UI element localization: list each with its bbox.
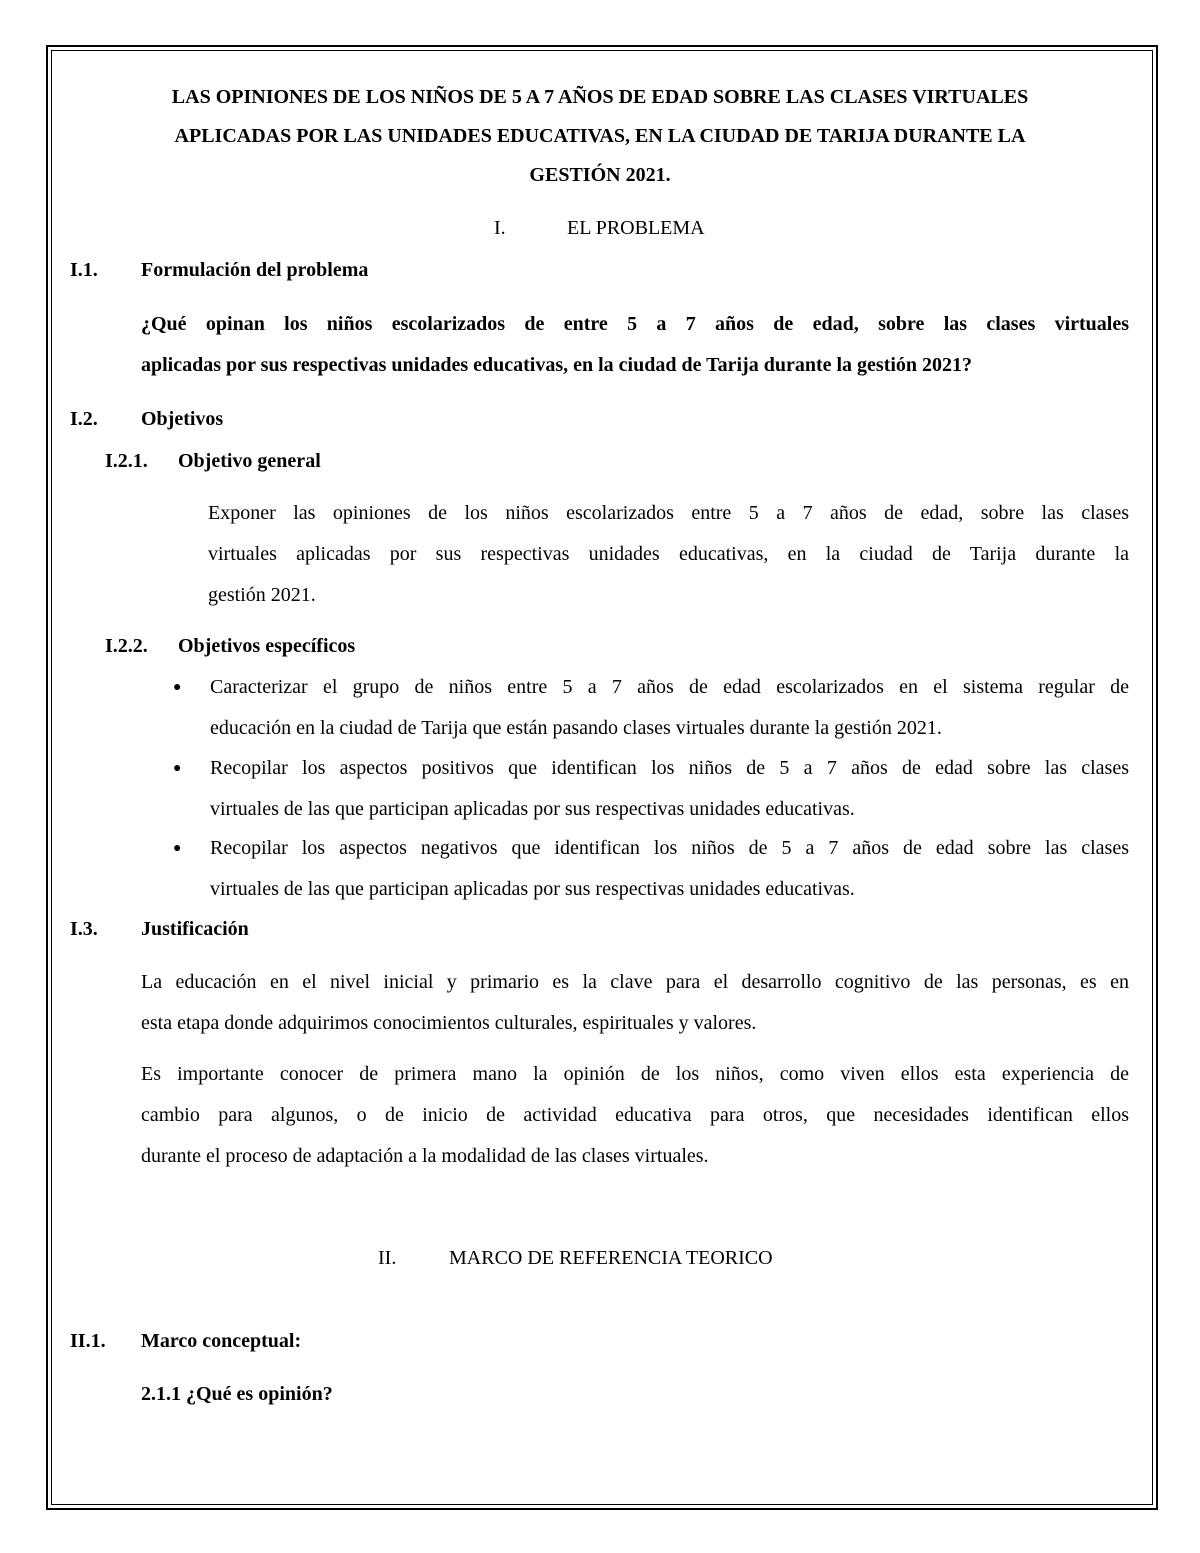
section-2-heading: MARCO DE REFERENCIA TEORICO [449,1247,773,1269]
subsection-1-2-heading: Objetivos [141,408,224,430]
justification-paragraph-2 [141,1054,1129,1177]
specific-objective-2-line-2: virtuales de las que participan aplicadas por sus respectivas unidades educativas. [210,798,855,820]
section-1-heading: EL PROBLEMA [567,217,705,239]
specific-objective-3-line-2: virtuales de las que participan aplicadas por sus respectivas unidades educativas. [210,878,855,900]
justification-paragraph-1 [141,962,1129,1044]
bullet-icon: ● [173,761,182,776]
specific-objective-1-line-2: educación en la ciudad de Tarija que están pasando clases virtuales durante la gestión 2021. [210,717,942,739]
subsection-1-2-1-heading: Objetivo general [178,450,321,472]
research-question-line-1: ¿Qué opinan los niños escolarizados de entre 5 a 7 años de edad, sobre las clases virtuales [141,313,1129,335]
specific-objective-2 [210,748,1129,830]
specific-objective-3 [210,828,1129,910]
justification-p1-line-1: La educación en el nivel inicial y primario es la clave para el desarrollo cognitivo de las personas, es en [141,971,1129,993]
title-line-2: APLICADAS POR LAS UNIDADES EDUCATIVAS, EN LA CIUDAD DE TARIJA DURANTE LA [174,125,1026,147]
general-objective-text [208,493,1129,616]
general-objective-line-3: gestión 2021. [208,584,316,606]
general-objective-line-2: virtuales aplicadas por sus respectivas unidades educativas, en la ciudad de Tarija durante la [208,543,1129,565]
general-objective-line-1: Exponer las opiniones de los niños escolarizados entre 5 a 7 años de edad, sobre las clases [208,502,1129,524]
title-line-3: GESTIÓN 2021. [529,164,671,186]
justification-p2-line-2: cambio para algunos, o de inicio de actividad educativa para otros, que necesidades identifican ellos [141,1104,1129,1126]
subsection-1-2-2-heading: Objetivos específicos [178,635,356,657]
justification-p2-line-3: durante el proceso de adaptación a la modalidad de las clases virtuales. [141,1145,709,1167]
specific-objective-2-line-1: Recopilar los aspectos positivos que identifican los niños de 5 a 7 años de edad sobre las clases [210,757,1129,779]
subsection-1-1-heading: Formulación del problema [141,259,369,281]
bullet-icon: ● [173,841,182,856]
subsection-1-2-1-number: I.2.1. [105,450,148,472]
bullet-icon: ● [173,680,182,695]
specific-objective-1-line-1: Caracterizar el grupo de niños entre 5 a 7 años de edad escolarizados en el sistema regular de [210,676,1129,698]
specific-objective-1 [210,667,1129,749]
document-title [90,78,1110,195]
subsection-1-3-heading: Justificación [141,918,249,940]
title-line-1: LAS OPINIONES DE LOS NIÑOS DE 5 A 7 AÑOS DE EDAD SOBRE LAS CLASES VIRTUALES [171,86,1029,108]
research-question-line-2: aplicadas por sus respectivas unidades educativas, en la ciudad de Tarija durante la gestión 2021? [141,354,973,376]
subsection-1-2-2-number: I.2.2. [105,635,148,657]
subsection-2-1-heading: Marco conceptual: [141,1330,302,1352]
subsection-1-2-number: I.2. [70,408,98,430]
justification-p1-line-2: esta etapa donde adquirimos conocimientos culturales, espirituales y valores. [141,1012,757,1034]
section-2-number: II. [378,1247,397,1269]
justification-p2-line-1: Es importante conocer de primera mano la opinión de los niños, como viven ellos esta experiencia de [141,1063,1129,1085]
subsection-1-1-number: I.1. [70,259,98,281]
section-1-number: I. [494,217,506,239]
subsection-2-1-number: II.1. [70,1330,106,1352]
subsection-1-3-number: I.3. [70,918,98,940]
research-question [141,304,1129,386]
subsection-2-1-1-heading: 2.1.1 ¿Qué es opinión? [141,1383,333,1405]
specific-objective-3-line-1: Recopilar los aspectos negativos que identifican los niños de 5 a 7 años de edad sobre las clases [210,837,1129,859]
